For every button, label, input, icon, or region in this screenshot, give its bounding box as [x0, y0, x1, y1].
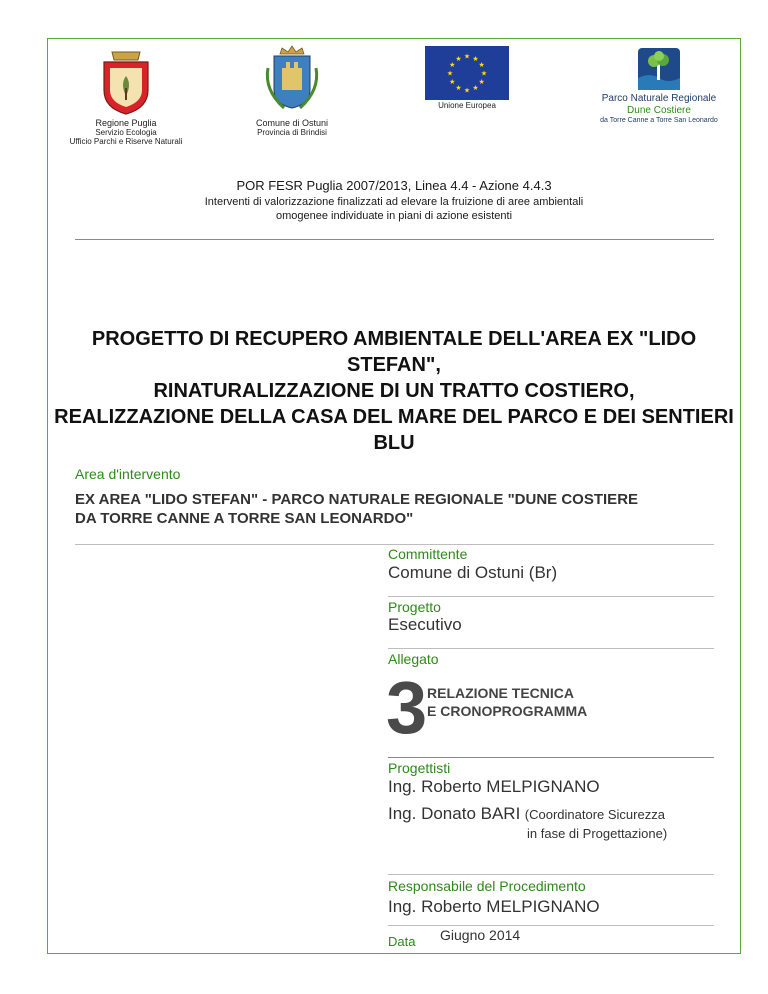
- progettista-2-role-2: in fase di Progettazione): [527, 826, 668, 841]
- eu-star-icon: ★: [472, 55, 479, 63]
- data-value: Giugno 2014: [440, 927, 521, 943]
- eu-star-icon: ★: [455, 85, 462, 93]
- comune-ostuni-logo: [262, 44, 322, 114]
- funding-desc-1: Interventi di valorizzazione finalizzati ad elevare la fruizione di aree ambientali: [204, 196, 584, 208]
- project-title-line-1: PROGETTO DI RECUPERO AMBIENTALE DELL'AREA EX "LIDO STEFAN",: [91, 328, 697, 376]
- regione-name: Regione Puglia: [95, 118, 157, 128]
- regione-ufficio: Ufficio Parchi e Riserve Naturali: [69, 137, 183, 146]
- eu-star-icon: ★: [478, 62, 485, 69]
- progettisti-label: Progettisti: [388, 760, 451, 776]
- eu-flag-logo: [425, 46, 509, 100]
- divider-committente: [388, 596, 714, 597]
- project-title-line-2: RINATURALIZZAZIONE DI UN TRATTO COSTIERO,: [153, 380, 635, 402]
- committente-label: Committente: [388, 546, 468, 562]
- responsabile-value: Ing. Roberto MELPIGNANO: [388, 897, 600, 916]
- parco-line3: da Torre Canne a Torre San Leonardo: [600, 117, 718, 124]
- divider-responsabile: [388, 925, 714, 926]
- regione-puglia-logo: [96, 46, 156, 116]
- eu-star-icon: ★: [480, 70, 488, 78]
- divider-area: [75, 544, 714, 545]
- parco-line2: Dune Costiere: [627, 105, 691, 116]
- eu-star-icon: ★: [455, 55, 462, 63]
- funding-desc-2: omogenee individuate in piani di azione esistenti: [275, 210, 513, 222]
- eu-name: Unione Europea: [438, 101, 496, 110]
- area-line-1: EX AREA "LIDO STEFAN" - PARCO NATURALE REGIONALE "DUNE COSTIERE: [75, 491, 639, 508]
- progetto-value: Esecutivo: [388, 615, 462, 634]
- progetto-label: Progetto: [388, 599, 441, 615]
- responsabile-label: Responsabile del Procedimento: [388, 878, 586, 894]
- area-value: [75, 490, 638, 528]
- committente-value: Comune di Ostuni (Br): [388, 563, 558, 582]
- allegato-title: [427, 684, 587, 720]
- allegato-title-line-1: RELAZIONE TECNICA: [427, 685, 574, 701]
- comune-name: Comune di Ostuni: [255, 118, 329, 128]
- divider-top: [75, 239, 714, 240]
- data-label: Data: [388, 934, 416, 949]
- progettista-2-role-1: (Coordinatore Sicurezza: [524, 807, 665, 822]
- comune-provincia: Provincia di Brindisi: [257, 128, 327, 137]
- project-title-line-3: REALIZZAZIONE DELLA CASA DEL MARE DEL PARCO E DEI SENTIERI BLU: [54, 406, 734, 454]
- progettista-1: Ing. Roberto MELPIGNANO: [388, 777, 600, 796]
- eu-star-icon: ★: [446, 70, 454, 78]
- eu-star-icon: ★: [463, 87, 471, 95]
- eu-star-icon: ★: [478, 79, 485, 86]
- parco-dune-logo: [638, 48, 680, 90]
- allegato-label: Allegato: [388, 651, 439, 667]
- divider-progettisti: [388, 874, 714, 875]
- progettista-2-name: Ing. Donato BARI: [388, 804, 521, 823]
- area-line-2: DA TORRE CANNE A TORRE SAN LEONARDO": [75, 510, 414, 527]
- regione-servizio: Servizio Ecologia: [95, 128, 157, 137]
- eu-star-icon: ★: [449, 79, 456, 86]
- divider-allegato: [388, 757, 714, 758]
- allegato-number: 3: [386, 666, 428, 749]
- eu-star-icon: ★: [472, 85, 479, 93]
- eu-star-icon: ★: [449, 62, 456, 69]
- divider-progetto: [388, 648, 714, 649]
- parco-line1: Parco Naturale Regionale: [601, 93, 717, 104]
- funding-program: POR FESR Puglia 2007/2013, Linea 4.4 - Azione 4.4.3: [236, 178, 552, 193]
- progettista-2: [388, 804, 665, 824]
- project-title: [47, 326, 741, 456]
- allegato-title-line-2: E CRONOPROGRAMMA: [427, 703, 588, 719]
- area-label: Area d'intervento: [75, 466, 181, 482]
- eu-star-icon: ★: [463, 53, 471, 61]
